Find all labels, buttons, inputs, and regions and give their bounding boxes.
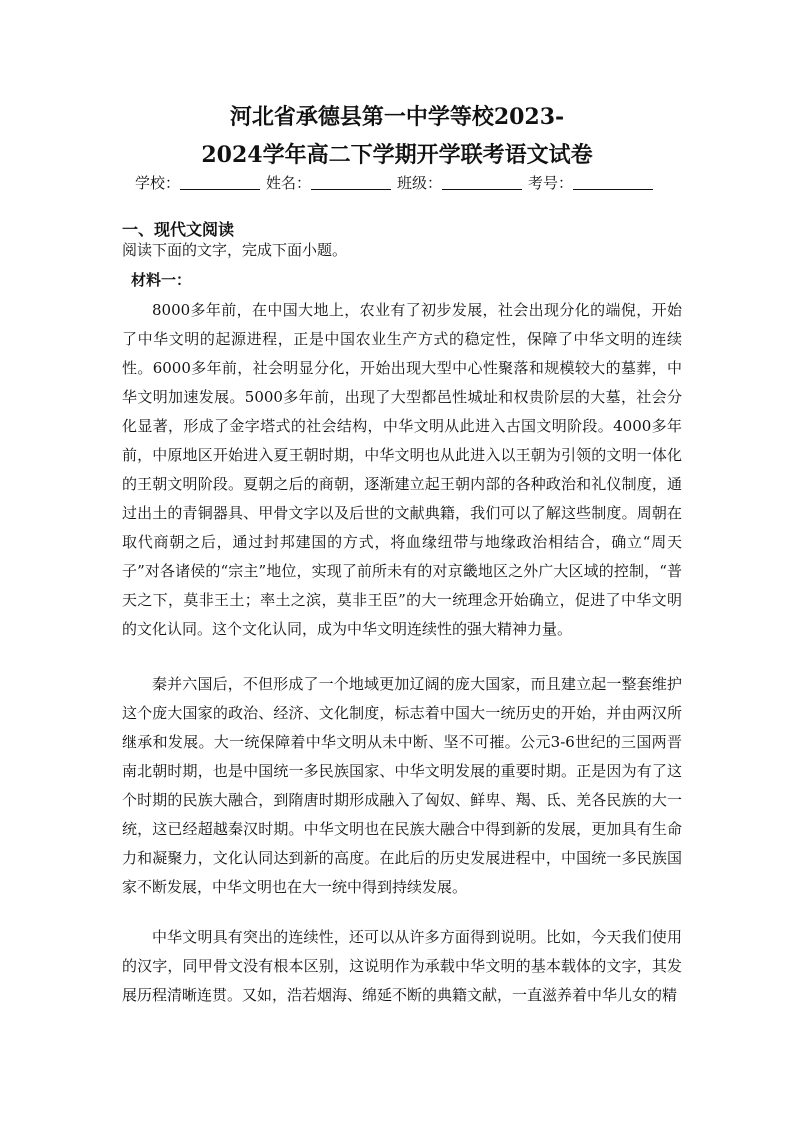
material-label: 材料一： — [131, 271, 192, 289]
class-blank[interactable] — [442, 175, 522, 190]
paragraph-text: 中华文明具有突出的连续性，还可以从许多方面得到说明。比如，今天我们使用的汉字，同甲骨文没有根本区别，这说明作为承载中华文明的基本载体的文字，其发展历程清晰连贯。又如，浩若烟海、绵延不断的典籍文献，一直滋养着中华儿女的精 — [122, 928, 682, 1004]
exam-no-label: 考号： — [528, 174, 574, 192]
exam-title-line2: 2024学年高二下学期开学联考语文试卷 — [201, 142, 593, 168]
paragraph-2 — [122, 670, 682, 902]
paragraph-3 — [122, 923, 682, 1010]
class-label: 班级： — [397, 174, 443, 192]
name-label: 姓名： — [265, 174, 311, 192]
exam-no-blank[interactable] — [573, 175, 653, 190]
name-blank[interactable] — [311, 175, 391, 190]
paragraph-1 — [122, 296, 682, 644]
section-heading: 一、现代文阅读 — [122, 220, 235, 239]
reading-instruction: 阅读下面的文字，完成下面小题。 — [122, 241, 348, 259]
student-info-row — [0, 172, 794, 193]
school-label: 学校： — [134, 174, 180, 192]
school-blank[interactable] — [180, 175, 260, 190]
paragraph-text: 8000多年前，在中国大地上，农业有了初步发展，社会出现分化的端倪，开始了中华文明的起源进程，正是中国农业生产方式的稳定性，保障了中华文明的连续性。6000多年前，社会明显分化，开始出现大型中心性聚落和规模较大的墓葬，中华文明加速发展。5000多年前，出现了大型都邑性城址和权贵阶层的大墓，社会分化显著，形成了金字塔式的社会结构，中华文明从此进入古国文明阶段。4000多年前，中原地区开始进入夏王朝时期，中华文明也从此进入以王朝为引领的文明一体化的王朝文明阶段。夏朝之后的商朝，逐渐建立起王朝内部的各种政治和礼仪制度，通过出土的青铜器具、甲骨文字以及后世的文献典籍，我们可以了解这些制度。周朝在取代商朝之后，通过封邦建国的方式，将血缘纽带与地缘政治相结合，确立“周天子”对各诸侯的“宗主”地位，实现了前所未有的对京畿地区之外广大区域的控制，“普天之下，莫非王土；率土之滨，莫非王臣”的大一统理念开始确立，促进了中华文明的文化认同。这个文化认同，成为中华文明连续性的强大精神力量。 — [122, 301, 682, 638]
paragraph-text: 秦并六国后，不但形成了一个地域更加辽阔的庞大国家，而且建立起一整套维护这个庞大国家的政治、经济、文化制度，标志着中国大一统历史的开始，并由两汉所继承和发展。大一统保障着中华文明从未中断、坚不可摧。公元3-6世纪的三国两晋南北朝时期，也是中国统一多民族国家、中华文明发展的重要时期。正是因为有了这个时期的民族大融合，到隋唐时期形成融入了匈奴、鲜卑、羯、氐、羌各民族的大一统，这已经超越秦汉时期。中华文明也在民族大融合中得到新的发展，更加具有生命力和凝聚力，文化认同达到新的高度。在此后的历史发展进程中，中国统一多民族国家不断发展，中华文明也在大一统中得到持续发展。 — [122, 675, 682, 896]
exam-title-line1: 河北省承德县第一中学等校2023- — [229, 104, 565, 130]
